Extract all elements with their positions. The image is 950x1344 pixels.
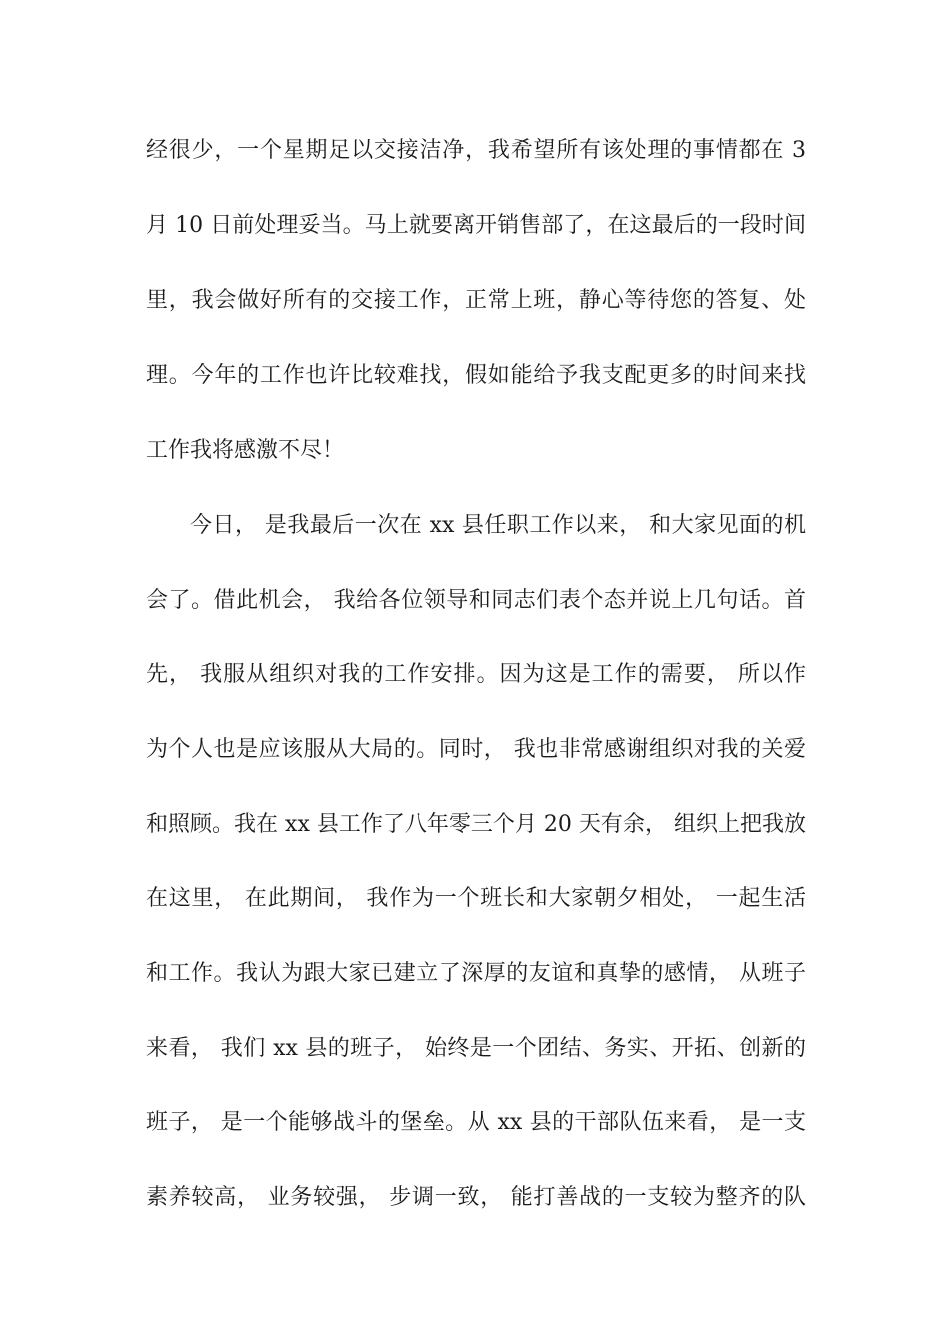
paragraph-2-line-3: 先， 我服从组织对我的工作安排。因为这是工作的需要， 所以作 bbox=[146, 662, 806, 687]
paragraph-1-line-2: 月 10 日前处理妥当。马上就要离开销售部了，在这最后的一段时间 bbox=[146, 213, 806, 238]
paragraph-1-line-1: 经很少，一个星期足以交接洁净，我希望所有该处理的事情都在 3 bbox=[146, 138, 806, 163]
paragraph-2-line-2: 会了。借此机会， 我给各位领导和同志们表个态并说上几句话。首 bbox=[146, 588, 806, 613]
paragraph-2-line-8: 来看， 我们 xx 县的班子， 始终是一个团结、务实、开拓、创新的 bbox=[146, 1036, 806, 1061]
paragraph-2-line-1: 今日， 是我最后一次在 xx 县任职工作以来， 和大家见面的机 bbox=[190, 513, 806, 538]
paragraph-2-line-7: 和工作。我认为跟大家已建立了深厚的友谊和真挚的感情， 从班子 bbox=[146, 961, 806, 986]
paragraph-1-line-3: 里，我会做好所有的交接工作，正常上班，静心等待您的答复、处 bbox=[146, 288, 806, 313]
paragraph-1-line-4: 理。今年的工作也许比较难找，假如能给予我支配更多的时间来找 bbox=[146, 363, 806, 388]
paragraph-1-line-5: 工作我将感激不尽！ bbox=[146, 438, 345, 463]
paragraph-2-line-5: 和照顾。我在 xx 县工作了八年零三个月 20 天有余， 组织上把我放 bbox=[146, 812, 806, 837]
paragraph-2-line-9: 班子， 是一个能够战斗的堡垒。从 xx 县的干部队伍来看， 是一支 bbox=[146, 1110, 806, 1135]
paragraph-2-line-6: 在这里， 在此期间， 我作为一个班长和大家朝夕相处， 一起生活 bbox=[146, 886, 806, 911]
paragraph-2-line-10: 素养较高， 业务较强， 步调一致， 能打善战的一支较为整齐的队 bbox=[146, 1185, 806, 1210]
paragraph-2-line-4: 为个人也是应该服从大局的。同时， 我也非常感谢组织对我的关爱 bbox=[146, 737, 806, 762]
